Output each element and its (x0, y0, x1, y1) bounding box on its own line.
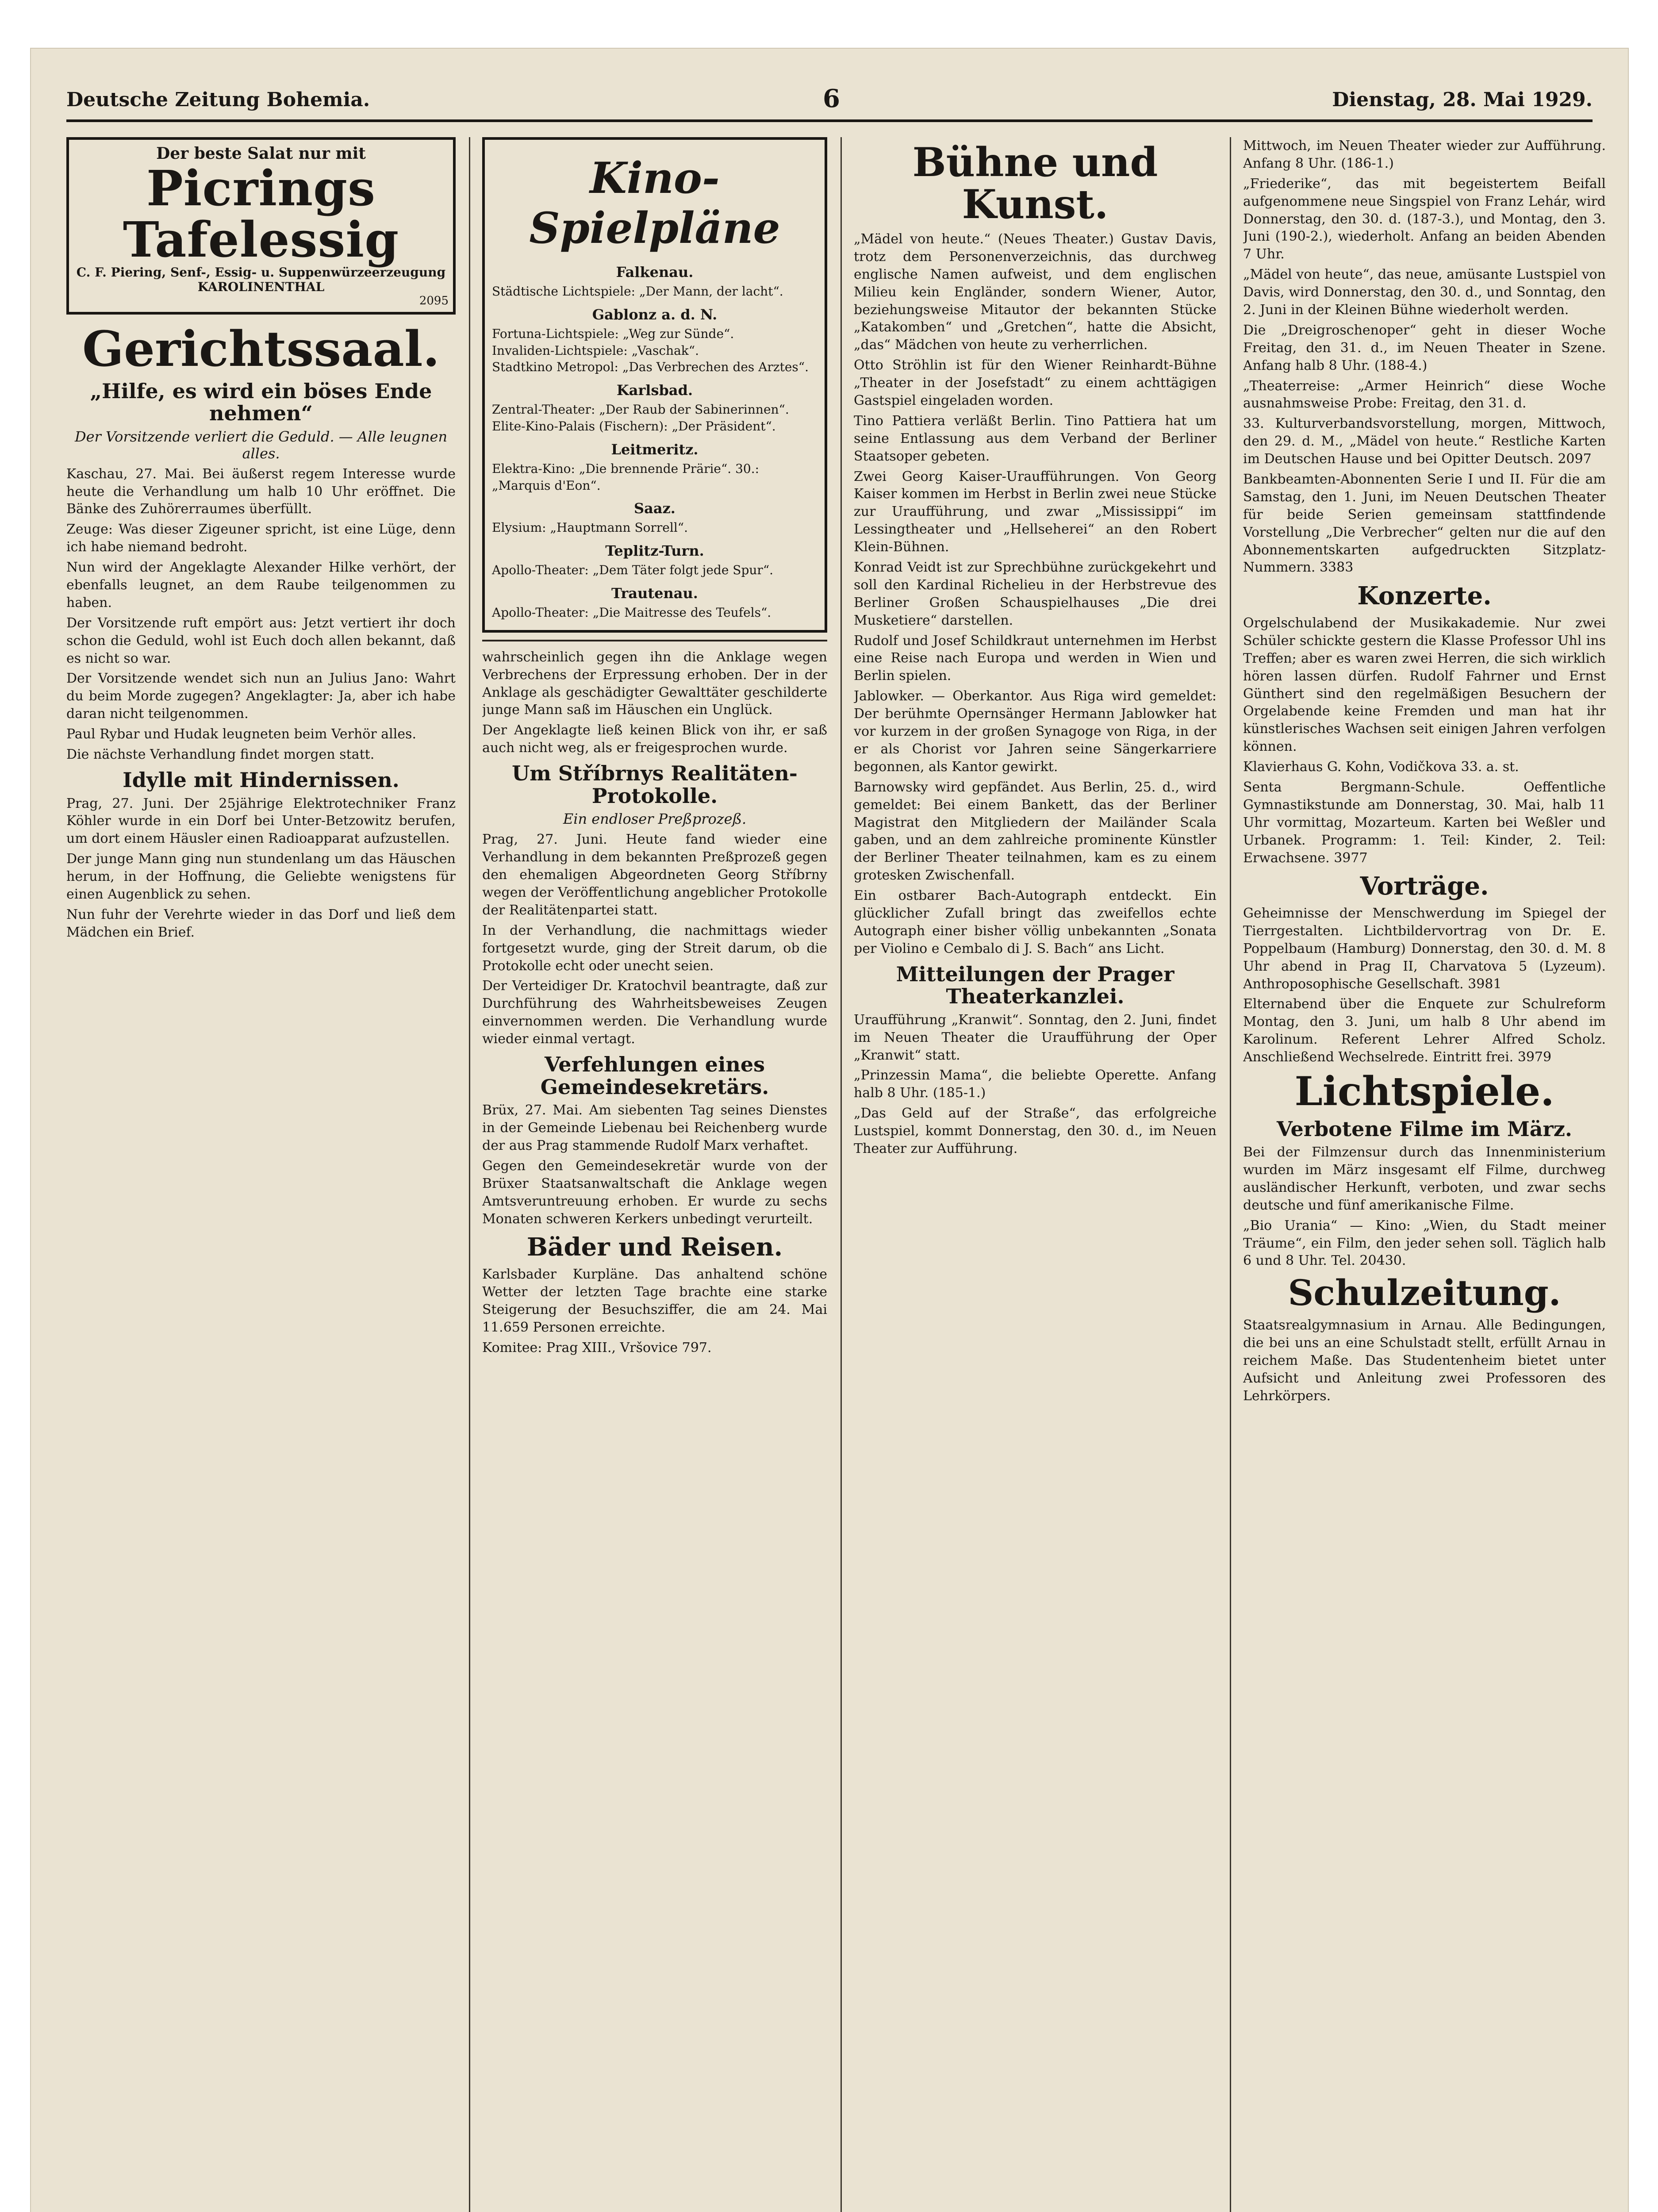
issue-date: Dienstag, 28. Mai 1929. (1332, 88, 1593, 111)
article-paragraph: „Mädel von heute.“ (Neues Theater.) Gustav Davis, trotz dem Personenverzeichnis, das durchweg englische Namen aufweist, und dem englischen Milieu kein Engländer, sondern Wiener, Autor, beziehungsweise Mitautor der bekannten Stücke „Katakomben“ und „Gretchen“, hatte die Absicht, „das“ Mädchen von heute zu verherrlichen. (854, 231, 1217, 353)
kino-section (492, 542, 817, 579)
divider (482, 640, 827, 641)
article-paragraph: Jablowker. — Oberkantor. Aus Riga wird gemeldet: Der berühmte Opernsänger Hermann Jablowker hat vor kurzem in der großen Synagoge von Riga, in der er als Chorist vor Jahren seine Sängerkarriere begonnen, als Kantor gewirkt. (854, 688, 1217, 775)
ad-line: KAROLINENTHAL (197, 280, 325, 294)
article-paragraph: Rudolf und Josef Schildkraut unternehmen im Herbst eine Reise nach Europa und werden in Wien und Berlin spielen. (854, 633, 1217, 684)
kino-title: Kino-Spielpläne (529, 153, 780, 253)
piering-advertisement (66, 137, 456, 315)
article-paragraph: Klavierhaus G. Kohn, Vodičkova 33. a. st. (1243, 759, 1519, 775)
article-paragraph: Konrad Veidt ist zur Sprechbühne zurückgekehrt und soll den Kardinal Richelieu in der Herbstrevue des Berliner Großen Schauspielhauses „Die drei Musketiere“ darstellen. (854, 560, 1217, 628)
kino-section (492, 306, 817, 376)
kino-listing: Fortuna-Lichtspiele: „Weg zur Sünde“. (492, 326, 734, 341)
article-paragraph: Zeuge: Was dieser Zigeuner spricht, ist eine Lüge, denn ich habe niemand bedroht. (66, 522, 456, 555)
article-subtitle: Der Vorsitzende verliert die Geduld. — Alle leugnen alles. (74, 428, 448, 462)
ad-brand: Picrings Tafelessig (123, 160, 399, 268)
article-paragraph: Bankbeamten-Abonnenten Serie I und II. Für die am Samstag, den 1. Juni, im Neuen Deutschen Theater für beide Serien gemeinsam stattfindende Vorstellung „Die Verbrecher“ gelten nur die auf den Abonnementskarten aufgedruckten Sitzplatz-Nummern. 3383 (1243, 472, 1606, 576)
kino-place: Falkenau. (616, 264, 694, 280)
article-title: „Hilfe, es wird ein böses Ende nehmen“ (90, 379, 432, 426)
article-paragraph: „Bio Urania“ — Kino: „Wien, du Stadt meiner Träume“, ein Film, den jeder sehen soll. Täglich halb 6 und 8 Uhr. Tel. 20430. (1243, 1217, 1606, 1269)
article-paragraph: „Das Geld auf der Straße“, das erfolgreiche Lustspiel, kommt Donnerstag, den 30. d., im Neuen Theater zur Aufführung. (854, 1106, 1217, 1157)
section-heading: Schulzeitung. (1288, 1272, 1561, 1314)
article-paragraph: „Prinzessin Mama“, die beliebte Operette. Anfang halb 8 Uhr. (185-1.) (854, 1068, 1217, 1101)
article-paragraph: Komitee: Prag XIII., Vršovice 797. (482, 1340, 712, 1356)
ad-line: Der beste Salat nur mit (156, 144, 366, 163)
ad-code: 2095 (419, 294, 449, 307)
article-paragraph: Die „Dreigroschenoper“ geht in dieser Woche Freitag, den 31. d., im Neuen Theater in Szene. Anfang halb 8 Uhr. (188-4.) (1243, 322, 1606, 373)
kino-place: Teplitz-Turn. (605, 542, 704, 560)
page-number: 6 (823, 84, 840, 113)
column-1 (66, 137, 456, 2212)
article-title: Verfehlungen eines Gemeindesekretärs. (540, 1052, 769, 1099)
article-paragraph: Nun fuhr der Verehrte wieder in das Dorf und ließ dem Mädchen ein Brief. (66, 906, 456, 940)
kino-place: Saaz. (634, 500, 675, 517)
section-heading: Bühne und Kunst. (912, 139, 1158, 228)
article-paragraph: Der Vorsitzende wendet sich nun an Julius Jano: Wahrt du beim Morde zugegen? Angeklagter: Ja, aber ich habe daran nicht teilgenommen. (66, 671, 456, 722)
article-paragraph: Der junge Mann ging nun stundenlang um das Häuschen herum, in der Hoffnung, die Geliebte wenigstens für einen Augenblick zu sehen. (66, 851, 456, 902)
article-paragraph: Der Angeklagte ließ keinen Blick von ihr, er saß auch nicht weg, als er freigesprochen wurde. (482, 722, 827, 756)
column-4 (1243, 137, 1606, 2212)
section-heading: Gerichtssaal. (82, 320, 440, 377)
article-title: Idylle mit Hindernissen. (123, 768, 399, 792)
article-paragraph: Bei der Filmzensur durch das Innenministerium wurden im März insgesamt elf Filme, durchweg ausländischer Herkunft, verboten, und zwar sechs deutsche und fünf amerikanische Filme. (1243, 1144, 1606, 1213)
article-title: Um Stříbrnys Realitäten-Protokolle. (512, 761, 798, 808)
article-paragraph: „Friederike“, das mit begeistertem Beifall aufgenommene neue Singspiel von Franz Lehár, wird Donnerstag, den 30. d. (187-3.), und Montag, den 3. Juni (190-2.), wiederholt. Anfang an beiden Abenden 7 Uhr. (1243, 176, 1606, 262)
article-paragraph: Prag, 27. Juni. Der 25jährige Elektrotechniker Franz Köhler wurde in ein Dorf bei Unter-Betzowitz berufen, um dort einem Häusler einen Radioapparat aufzustellen. (66, 795, 456, 847)
article-paragraph: Die nächste Verhandlung findet morgen statt. (66, 747, 375, 763)
article-paragraph: Barnowsky wird gepfändet. Aus Berlin, 25. d., wird gemeldet: Bei einem Bankett, das der Berliner Magistrat den Mitgliedern der Mailänder Scala gaben, und an dem zahlreiche prominente Künstler der Berliner Theater teilnahmen, kam es zu einem grotesken Zwischenfall. (854, 779, 1217, 883)
article-paragraph: Ein ostbarer Bach-Autograph entdeckt. Ein glücklicher Zufall bringt das zweifellos echte Autograph einer bisher völlig unbekannten „Sonata per Violino e Cembalo di J. S. Bach“ ans Licht. (854, 888, 1217, 956)
kino-listing: Apollo-Theater: „Die Maitresse des Teufels“. (492, 605, 771, 620)
article-paragraph: Orgelschulabend der Musikakademie. Nur zwei Schüler schickte gestern die Klasse Professor Uhl ins Treffen; aber es waren zwei Herren, die sich wirklich hören lassen dürfen. Rudolf Fahrner und Ernst Günthert sind den regelmäßigen Besuchern der Orgelabende keine Fremden und man hat ihr künstlerisches Wachsen seit einigen Jahren verfolgen können. (1243, 615, 1606, 755)
article-paragraph: Elternabend über die Enquete zur Schulreform Montag, den 3. Juni, um halb 8 Uhr abend im Karolinum. Referent Lehrer Alfred Scholz. Anschließend Wechselrede. Eintritt frei. 3979 (1243, 996, 1606, 1065)
article-paragraph: Der Verteidiger Dr. Kratochvil beantragte, daß zur Durchführung des Wahrheitsbeweises Zeugen einvernommen werden. Die Verhandlung wurde wieder einmal vertagt. (482, 978, 827, 1047)
kino-section (492, 264, 817, 300)
article-paragraph: 33. Kulturverbandsvorstellung, morgen, Mittwoch, den 29. d. M., „Mädel von heute.“ Restliche Karten im Deutschen Hause und bei Opitter Deutsch. 2097 (1243, 416, 1606, 467)
kino-listing: Städtische Lichtspiele: „Der Mann, der lacht“. (492, 284, 783, 299)
kino-place: Trautenau. (611, 584, 698, 602)
article-paragraph: Zwei Georg Kaiser-Uraufführungen. Von Georg Kaiser kommen im Herbst in Berlin zwei neue Stücke zur Uraufführung, und zwar „Mississippi“ im Lessingtheater und „Hellseherei“ an den Robert Klein-Bühnen. (854, 469, 1217, 555)
column-rule (841, 137, 842, 2212)
kino-place: Gablonz a. d. N. (592, 306, 718, 323)
article-paragraph: Tino Pattiera verläßt Berlin. Tino Pattiera hat um seine Entlassung aus dem Verband der Berliner Staatsoper gebeten. (854, 413, 1217, 464)
section-heading: Konzerte. (1357, 581, 1492, 611)
page-header (66, 80, 1593, 122)
kino-section (492, 382, 817, 435)
article-paragraph: Karlsbader Kurpläne. Das anhaltend schöne Wetter der letzten Tage brachte eine starke Steigerung der Besuchsziffer, die am 24. Mai 11.659 Personen erreichte. (482, 1267, 827, 1335)
article-paragraph: Otto Ströhlin ist für den Wiener Reinhardt-Bühne „Theater in der Josefstadt“ zu einem achttägigen Gastspiel eingeladen worden. (854, 357, 1217, 409)
section-heading: Vorträge. (1360, 872, 1489, 901)
article-paragraph: Kaschau, 27. Mai. Bei äußerst regem Interesse wurde heute die Verhandlung um halb 10 Uhr eröffnet. Die Bänke des Zuhörerraumes überfüllt. (66, 466, 456, 517)
kino-section (492, 500, 817, 536)
kino-listing: Invaliden-Lichtspiele: „Vaschak“. (492, 343, 699, 358)
kino-section (492, 585, 817, 621)
column-3 (854, 137, 1217, 2212)
article-paragraph: wahrscheinlich gegen ihn die Anklage wegen Verbrechens der Erpressung erhoben. Der in der Anklage als geschädigter Gewalttäter geschilderte junge Mann saß im Häuschen ein Unglück. (482, 649, 827, 718)
article-paragraph: Staatsrealgymnasium in Arnau. Alle Bedingungen, die bei uns an eine Schulstadt stellt, erfüllt Arnau in reichem Maße. Das Studentenheim bietet unter Aufsicht und Anleitung zwei Professoren des Lehrkörpers. (1243, 1317, 1606, 1404)
article-paragraph: „Theaterreise: „Armer Heinrich“ diese Woche ausnahmsweise Probe: Freitag, den 31. d. (1243, 378, 1606, 411)
article-paragraph: Senta Bergmann-Schule. Oeffentliche Gymnastikstunde am Donnerstag, 30. Mai, halb 11 Uhr vormittag, Mozarteum. Karten bei Weßler und Urbanek. Programm: 1. Teil: Kinder, 2. Teil: Erwachsene. 3977 (1243, 779, 1606, 866)
kino-section (492, 441, 817, 494)
ad-line: C. F. Piering, Senf-, Essig- u. Suppenwürzeerzeugung (76, 265, 446, 280)
kino-box (482, 137, 827, 633)
section-heading: Bäder und Reisen. (526, 1233, 783, 1262)
article-paragraph: Prag, 27. Juni. Heute fand wieder eine Verhandlung in dem bekannten Preßprozeß gegen den ehemaligen Abgeordneten Georg Stříbrny wegen der Veröffentlichung angeblicher Protokolle der Realitätenpartei statt. (482, 832, 827, 918)
kino-place: Karlsbad. (616, 382, 693, 399)
kino-listing: Apollo-Theater: „Dem Täter folgt jede Spur“. (492, 563, 774, 578)
article-paragraph: Der Vorsitzende ruft empört aus: Jetzt vertiert ihr doch schon die Geduld, wohl ist Euch doch allen bekannt, daß es nicht so war. (66, 615, 456, 666)
column-rule (1230, 137, 1231, 2212)
newspaper-page (31, 49, 1628, 2212)
article-paragraph: Brüx, 27. Mai. Am siebenten Tag seines Dienstes in der Gemeinde Liebenau bei Reichenberg wurde der aus Prag stammende Rudolf Marx verhaftet. (482, 1102, 827, 1153)
column-rule (469, 137, 470, 2212)
kino-listing: Elysium: „Hauptmann Sorrell“. (492, 520, 688, 535)
kino-listing: Zentral-Theater: „Der Raub der Sabinerinnen“. (492, 402, 789, 417)
article-paragraph: „Mädel von heute“, das neue, amüsante Lustspiel von Davis, wird Donnerstag, den 30. d., und Sonntag, den 2. Juni in der Kleinen Bühne wiederholt werden. (1243, 267, 1606, 318)
column-2 (482, 137, 827, 2212)
article-paragraph: Uraufführung „Kranwit“. Sonntag, den 2. Juni, findet im Neuen Theater die Uraufführung der Oper „Kranwit“ statt. (854, 1012, 1217, 1063)
article-paragraph: In der Verhandlung, die nachmittags wieder fortgesetzt wurde, ging der Streit darum, ob die Protokolle echt oder unecht seien. (482, 922, 827, 974)
article-subtitle: Ein endloser Preßprozeß. (563, 810, 747, 828)
article-paragraph: Nun wird der Angeklagte Alexander Hilke verhört, der ebenfalls leugnet, an dem Raube teilgenommen zu haben. (66, 560, 456, 611)
article-paragraph: Gegen den Gemeindesekretär wurde von der Brüxer Staatsanwaltschaft die Anklage wegen Amtsveruntreuung erhoben. Er wurde zu sechs Monaten schweren Kerkers unbedingt verurteilt. (482, 1158, 827, 1227)
article-title: Mitteilungen der Prager Theaterkanzlei. (896, 962, 1174, 1009)
kino-listing: Elektra-Kino: „Die brennende Prärie“. 30.: „Marquis d'Eon“. (492, 461, 760, 493)
article-paragraph: Geheimnisse der Menschwerdung im Spiegel der Tierrgestalten. Lichtbildervortrag von Dr. E. Poppelbaum (Hamburg) Donnerstag, den 30. d. M. 8 Uhr abend in Prag II, Charvatova 5 (Lyzeum). Anthroposophische Gesellschaft. 3981 (1243, 906, 1606, 992)
article-paragraph: Paul Rybar und Hudak leugneten beim Verhör alles. (66, 726, 417, 742)
newspaper-name: Deutsche Zeitung Bohemia. (66, 88, 370, 111)
kino-listing: Elite-Kino-Palais (Fischern): „Der Präsident“. (492, 419, 776, 434)
section-heading: Lichtspiele. (1294, 1068, 1554, 1115)
article-title: Verbotene Filme im März. (1277, 1117, 1572, 1141)
kino-place: Leitmeritz. (611, 441, 699, 458)
kino-listing: Stadtkino Metropol: „Das Verbrechen des Arztes“. (492, 360, 809, 375)
article-paragraph: Mittwoch, im Neuen Theater wieder zur Aufführung. Anfang 8 Uhr. (186-1.) (1243, 138, 1606, 171)
